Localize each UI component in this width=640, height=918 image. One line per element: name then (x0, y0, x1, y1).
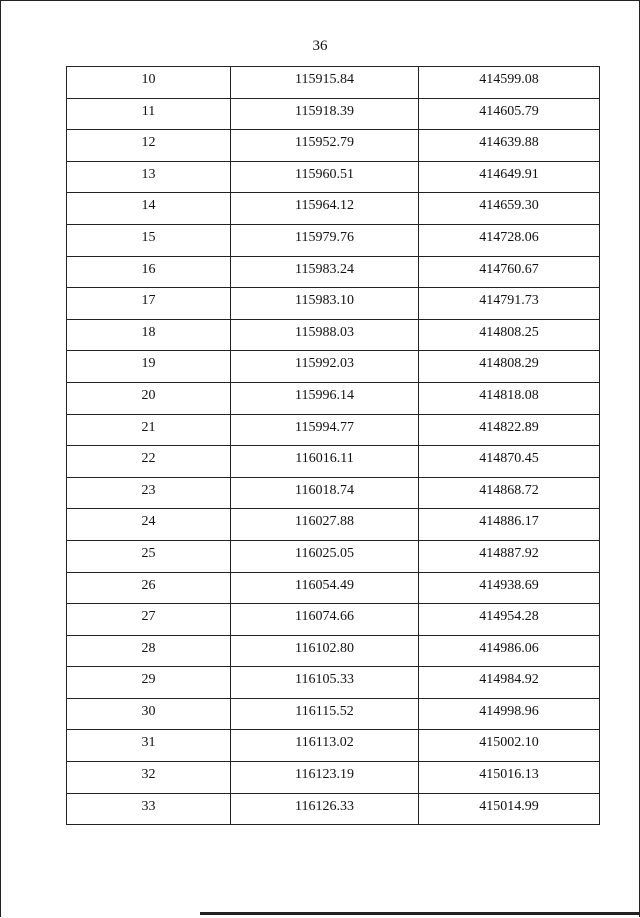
point-number-cell: 11 (67, 98, 231, 130)
table-row (67, 509, 600, 541)
x-coordinate-cell: 116113.02 (231, 730, 419, 762)
x-coordinate-cell: 115994.77 (231, 414, 419, 446)
page-number: 36 (312, 38, 328, 54)
point-number-cell: 10 (67, 67, 231, 99)
y-coordinate-cell: 415016.13 (419, 762, 600, 794)
point-number-cell: 15 (67, 224, 231, 256)
x-coordinate-cell: 115996.14 (231, 382, 419, 414)
table-row (67, 540, 600, 572)
point-number-cell: 29 (67, 667, 231, 699)
x-coordinate-cell: 115960.51 (231, 161, 419, 193)
page-bottom-edge (200, 912, 640, 915)
point-number-cell: 18 (67, 319, 231, 351)
y-coordinate-cell: 414659.30 (419, 193, 600, 225)
table-body (67, 67, 600, 825)
point-number-cell: 28 (67, 635, 231, 667)
point-number-cell: 25 (67, 540, 231, 572)
table-row (67, 793, 600, 825)
y-coordinate-cell: 414886.17 (419, 509, 600, 541)
table-row (67, 446, 600, 478)
x-coordinate-cell: 115964.12 (231, 193, 419, 225)
y-coordinate-cell: 414998.96 (419, 698, 600, 730)
table-row (67, 477, 600, 509)
y-coordinate-cell: 414954.28 (419, 604, 600, 636)
x-coordinate-cell: 115983.10 (231, 288, 419, 320)
x-coordinate-cell: 116025.05 (231, 540, 419, 572)
table-row (67, 604, 600, 636)
point-number-cell: 27 (67, 604, 231, 636)
y-coordinate-cell: 414986.06 (419, 635, 600, 667)
y-coordinate-cell: 415014.99 (419, 793, 600, 825)
point-number-cell: 14 (67, 193, 231, 225)
y-coordinate-cell: 414599.08 (419, 67, 600, 99)
point-number-cell: 30 (67, 698, 231, 730)
x-coordinate-cell: 115918.39 (231, 98, 419, 130)
table-row (67, 635, 600, 667)
table-row (67, 98, 600, 130)
table-row (67, 730, 600, 762)
y-coordinate-cell: 414887.92 (419, 540, 600, 572)
table-row (67, 193, 600, 225)
point-number-cell: 21 (67, 414, 231, 446)
y-coordinate-cell: 414822.89 (419, 414, 600, 446)
table-row (67, 572, 600, 604)
x-coordinate-cell: 115988.03 (231, 319, 419, 351)
x-coordinate-cell: 115983.24 (231, 256, 419, 288)
x-coordinate-cell: 116054.49 (231, 572, 419, 604)
point-number-cell: 22 (67, 446, 231, 478)
y-coordinate-cell: 414938.69 (419, 572, 600, 604)
x-coordinate-cell: 115952.79 (231, 130, 419, 162)
table-row (67, 667, 600, 699)
point-number-cell: 13 (67, 161, 231, 193)
x-coordinate-cell: 116126.33 (231, 793, 419, 825)
table-row (67, 130, 600, 162)
y-coordinate-cell: 414870.45 (419, 446, 600, 478)
table-row (67, 698, 600, 730)
table-row (67, 382, 600, 414)
y-coordinate-cell: 414605.79 (419, 98, 600, 130)
x-coordinate-cell: 116123.19 (231, 762, 419, 794)
x-coordinate-cell: 116115.52 (231, 698, 419, 730)
x-coordinate-cell: 116027.88 (231, 509, 419, 541)
y-coordinate-cell: 414818.08 (419, 382, 600, 414)
x-coordinate-cell: 116102.80 (231, 635, 419, 667)
x-coordinate-cell: 116016.11 (231, 446, 419, 478)
point-number-cell: 19 (67, 351, 231, 383)
point-number-cell: 26 (67, 572, 231, 604)
table-row (67, 161, 600, 193)
y-coordinate-cell: 414760.67 (419, 256, 600, 288)
x-coordinate-cell: 115979.76 (231, 224, 419, 256)
point-number-cell: 23 (67, 477, 231, 509)
table-row (67, 414, 600, 446)
y-coordinate-cell: 414984.92 (419, 667, 600, 699)
table-row (67, 224, 600, 256)
point-number-cell: 20 (67, 382, 231, 414)
table-row (67, 762, 600, 794)
table-row (67, 319, 600, 351)
point-number-cell: 17 (67, 288, 231, 320)
y-coordinate-cell: 414808.25 (419, 319, 600, 351)
x-coordinate-cell: 116018.74 (231, 477, 419, 509)
table-row (67, 351, 600, 383)
table-row (67, 288, 600, 320)
point-number-cell: 32 (67, 762, 231, 794)
x-coordinate-cell: 115915.84 (231, 67, 419, 99)
table-row (67, 256, 600, 288)
y-coordinate-cell: 414868.72 (419, 477, 600, 509)
y-coordinate-cell: 414808.29 (419, 351, 600, 383)
y-coordinate-cell: 414649.91 (419, 161, 600, 193)
x-coordinate-cell: 116105.33 (231, 667, 419, 699)
y-coordinate-cell: 414728.06 (419, 224, 600, 256)
point-number-cell: 33 (67, 793, 231, 825)
coordinate-table (66, 66, 600, 825)
point-number-cell: 31 (67, 730, 231, 762)
x-coordinate-cell: 115992.03 (231, 351, 419, 383)
point-number-cell: 16 (67, 256, 231, 288)
y-coordinate-cell: 414791.73 (419, 288, 600, 320)
y-coordinate-cell: 415002.10 (419, 730, 600, 762)
table-row (67, 67, 600, 99)
x-coordinate-cell: 116074.66 (231, 604, 419, 636)
y-coordinate-cell: 414639.88 (419, 130, 600, 162)
point-number-cell: 24 (67, 509, 231, 541)
point-number-cell: 12 (67, 130, 231, 162)
